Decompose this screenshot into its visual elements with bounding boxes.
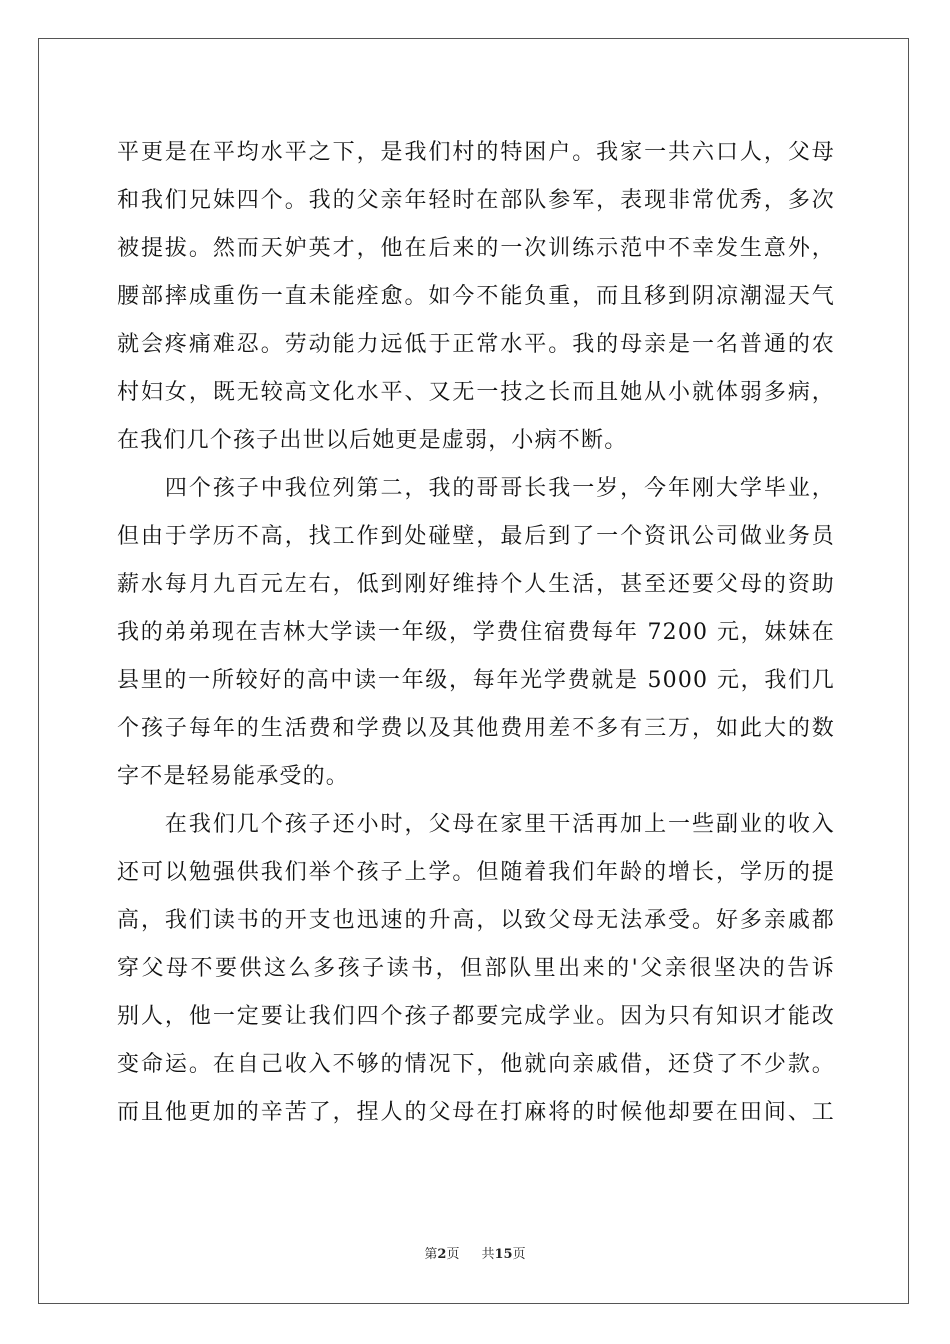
page-prefix: 第: [424, 1247, 438, 1262]
text-line: 四个孩子中我位列第二，我的哥哥长我一岁，今年刚大学毕业，: [117, 476, 835, 501]
total-suffix: 页: [512, 1247, 526, 1262]
text-line: 而且他更加的辛苦了，捏人的父母在打麻将的时候他却要在田间、工: [117, 1100, 835, 1125]
text-line: 变命运。在自己收入不够的情况下，他就向亲戚借，还贷了不少款。: [117, 1052, 835, 1077]
text-line: 别人，他一定要让我们四个孩子都要完成学业。因为只有知识才能改: [117, 1004, 835, 1029]
page-number: 2: [437, 1247, 447, 1262]
text-line: 村妇女，既无较高文化水平、又无一技之长而且她从小就体弱多病，: [117, 380, 835, 405]
text-line: 薪水每月九百元左右，低到刚好维持个人生活，甚至还要父母的资助: [117, 572, 835, 597]
text-line: 穿父母不要供这么多孩子读书，但部队里出来的'父亲很坚决的告诉: [117, 956, 835, 981]
text-line: 平更是在平均水平之下，是我们村的特困户。我家一共六口人，父母: [117, 140, 835, 165]
text-line: 就会疼痛难忍。劳动能力远低于正常水平。我的母亲是一名普通的农: [117, 332, 835, 357]
text-line: 但由于学历不高，找工作到处碰壁，最后到了一个资讯公司做业务员: [117, 524, 835, 549]
total-pages: 15: [494, 1247, 513, 1262]
text-line: 个孩子每年的生活费和学费以及其他费用差不多有三万，如此大的数: [117, 716, 835, 741]
total-prefix: 共: [481, 1247, 495, 1262]
text-line: 县里的一所较好的高中读一年级，每年光学费就是 5000 元，我们几: [117, 668, 835, 693]
text-line: 我的弟弟现在吉林大学读一年级，学费住宿费每年 7200 元，妹妹在: [117, 620, 835, 645]
text-line: 高，我们读书的开支也迅速的升高，以致父母无法承受。好多亲戚都: [117, 908, 835, 933]
text-line: 字不是轻易能承受的。: [117, 764, 350, 789]
text-line: 腰部摔成重伤一直未能痊愈。如今不能负重，而且移到阴凉潮湿天气: [117, 284, 835, 309]
text-line: 被提拔。然而天妒英才，他在后来的一次训练示范中不幸发生意外，: [117, 236, 835, 261]
page-suffix: 页: [446, 1247, 460, 1262]
text-line: 在我们几个孩子出世以后她更是虚弱，小病不断。: [117, 428, 628, 453]
text-line: 和我们兄妹四个。我的父亲年轻时在部队参军，表现非常优秀，多次: [117, 188, 835, 213]
page-footer: [0, 1246, 950, 1264]
text-line: 在我们几个孩子还小时，父母在家里干活再加上一些副业的收入: [117, 812, 835, 837]
document-body: [117, 129, 835, 1137]
text-line: 还可以勉强供我们举个孩子上学。但随着我们年龄的增长，学历的提: [117, 860, 835, 885]
